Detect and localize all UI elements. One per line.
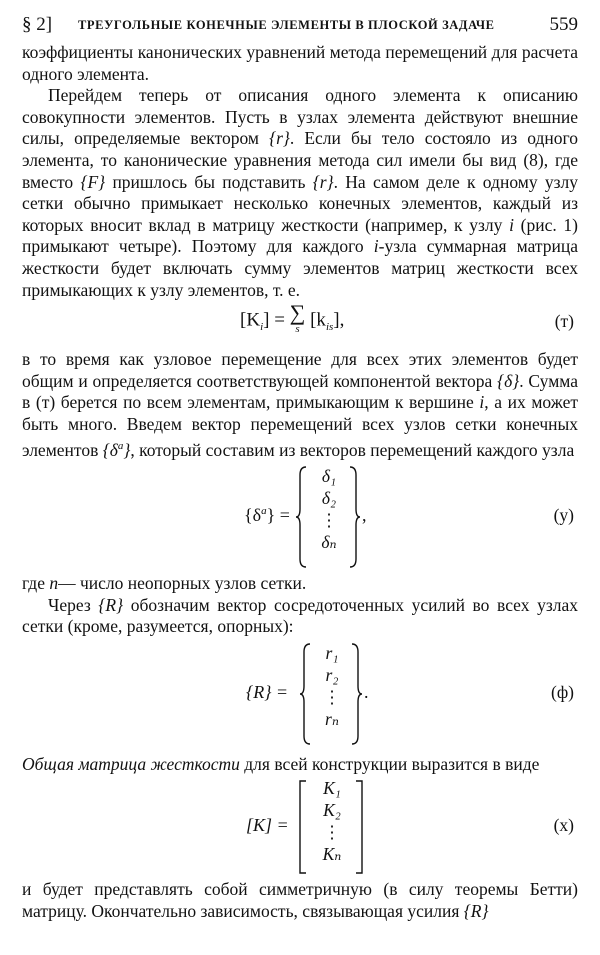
running-header — [22, 12, 578, 42]
paragraph-3: в то время как узловое перемещение для всех этих элементов будет общим и определяется соответствующей компонентой вектора {δ}. Сумма в (т) берется по всем элементам, примыкающим к вершине i, а их может быть много. Введем вектор перемещений всех узлов сетки конечных элементов $\{\delta^a\}$, который составим из векторов перемещений каждого узла — [22, 349, 578, 460]
left-bracket — [298, 779, 308, 875]
paragraph-2: Перейдем теперь от описания одного элемента к описанию совокупности элементов. Пусть в узлах элемента действуют внешние силы, определяемые вектором {r}. Если бы тело состояло из одного элемента, то канонические уравнения метода сил имели бы вид (8), где вместо {F} пришлось бы подставить {r}. На самом деле к одному узлу сетки обычно примыкает несколько конечных элементов, каждый из которых вносит вклад в матрицу жесткости (например, к узлу i (рис. 1) примыкают четыре). Поэтому для каждого i-узла суммарная матрица жесткости будет включать сумму элементов матриц жесткости всех примыкающих к узлу элементов, т. е. — [22, 85, 579, 300]
equation-f: {R} = r₁ r₂ ⋮ rₙ . (ф) — [22, 638, 578, 750]
paragraph-1: коэффициенты канонических уравнений метода перемещений для расчета одного элемента. — [22, 42, 578, 84]
paragraph-7: и будет представлять собой симметричную (в силу теоремы Бетти) матрицу. Окончательно зависимость, связывающая усилия {R} — [22, 879, 578, 921]
equation-t: $[K_i]$ = ∑ s $[k_{is}]$, (т) — [240, 300, 574, 336]
paragraph-6: Общая матрица жесткости для всей конструкции выразится в виде — [22, 753, 540, 774]
matrix-entries-x: K₁ K₂ ⋮ Kₙ — [322, 778, 342, 865]
paragraph-4: где n— число неопорных узлов сетки. — [22, 572, 307, 593]
equation-label-t: (т) — [554, 311, 574, 332]
vector-entries-u: δ₁ δ₂ ⋮ δₙ — [320, 465, 338, 552]
equation-label-f: (ф) — [551, 681, 574, 702]
page-number: 559 — [549, 14, 578, 35]
equation-u: $\{\delta^a\}$ = δ₁ δ₂ ⋮ δₙ , (у) — [22, 461, 578, 573]
equation-label-u: (у) — [553, 504, 574, 525]
left-brace — [296, 465, 308, 569]
paragraph-5: Через {R} обозначим вектор сосредоточенных усилий во всех узлах сетки (кроме, разумеется, опорных): — [22, 594, 578, 637]
running-title: ТРЕУГОЛЬНЫЕ КОНЕЧНЫЕ ЭЛЕМЕНТЫ В ПЛОСКОЙ ЗАДАЧЕ — [78, 18, 495, 32]
right-bracket — [354, 779, 364, 875]
right-brace — [350, 642, 362, 746]
vector-entries-f: r₁ r₂ ⋮ rₙ — [323, 642, 341, 729]
equation-x: [K] = K₁ K₂ ⋮ Kₙ (х) — [22, 775, 578, 879]
page — [22, 12, 578, 922]
section-marker: § 2] — [22, 14, 53, 35]
right-brace — [348, 465, 360, 569]
equation-label-x: (х) — [553, 815, 574, 836]
left-brace — [300, 642, 312, 746]
